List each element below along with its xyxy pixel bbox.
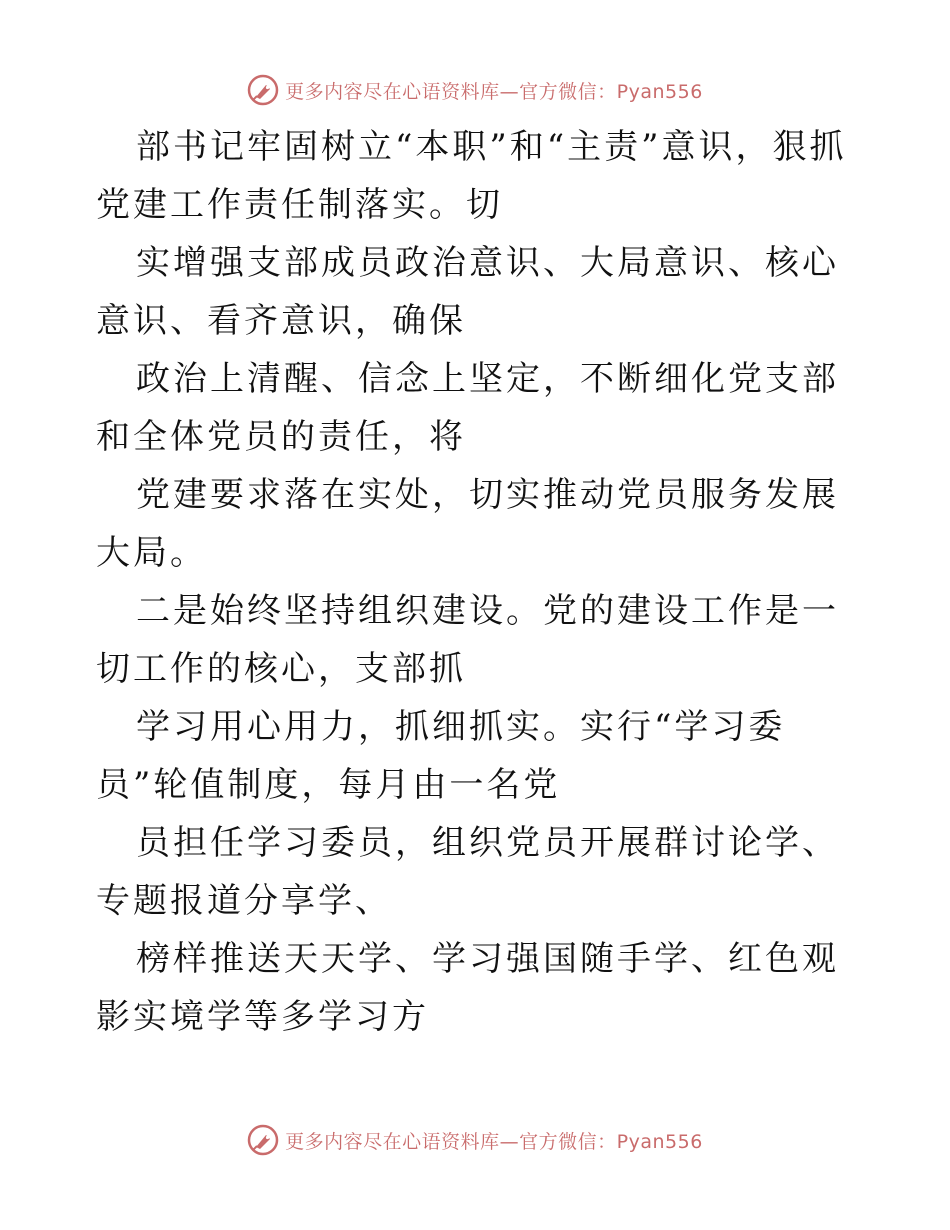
paragraph: 党建要求落在实处，切实推动党员服务发展大局。 — [96, 475, 839, 573]
paragraph: 部书记牢固树立“本职”和“主责”意识，狠抓党建工作责任制落实。切 — [96, 127, 847, 225]
paragraph: 学习用心用力，抓细抓实。实行“学习委员”轮值制度，每月由一名党 — [96, 707, 786, 805]
header-watermark — [0, 70, 950, 110]
document-body — [96, 118, 866, 1046]
header-watermark-text: 更多内容尽在心语资料库—官方微信：Pyan556 — [285, 80, 703, 103]
pen-nib-logo-icon — [247, 74, 279, 106]
pen-nib-logo-icon — [247, 1124, 279, 1156]
paragraph: 员担任学习委员，组织党员开展群讨论学、专题报道分享学、 — [96, 823, 839, 921]
paragraph: 政治上清醒、信念上坚定，不断细化党支部和全体党员的责任，将 — [96, 359, 839, 457]
paragraph: 榜样推送天天学、学习强国随手学、红色观影实境学等多学习方 — [96, 939, 839, 1037]
paragraph: 实增强支部成员政治意识、大局意识、核心意识、看齐意识，确保 — [96, 243, 839, 341]
paragraph: 二是始终坚持组织建设。党的建设工作是一切工作的核心，支部抓 — [96, 591, 839, 689]
footer-watermark-text: 更多内容尽在心语资料库—官方微信：Pyan556 — [285, 1130, 703, 1153]
footer-watermark — [0, 1120, 950, 1160]
